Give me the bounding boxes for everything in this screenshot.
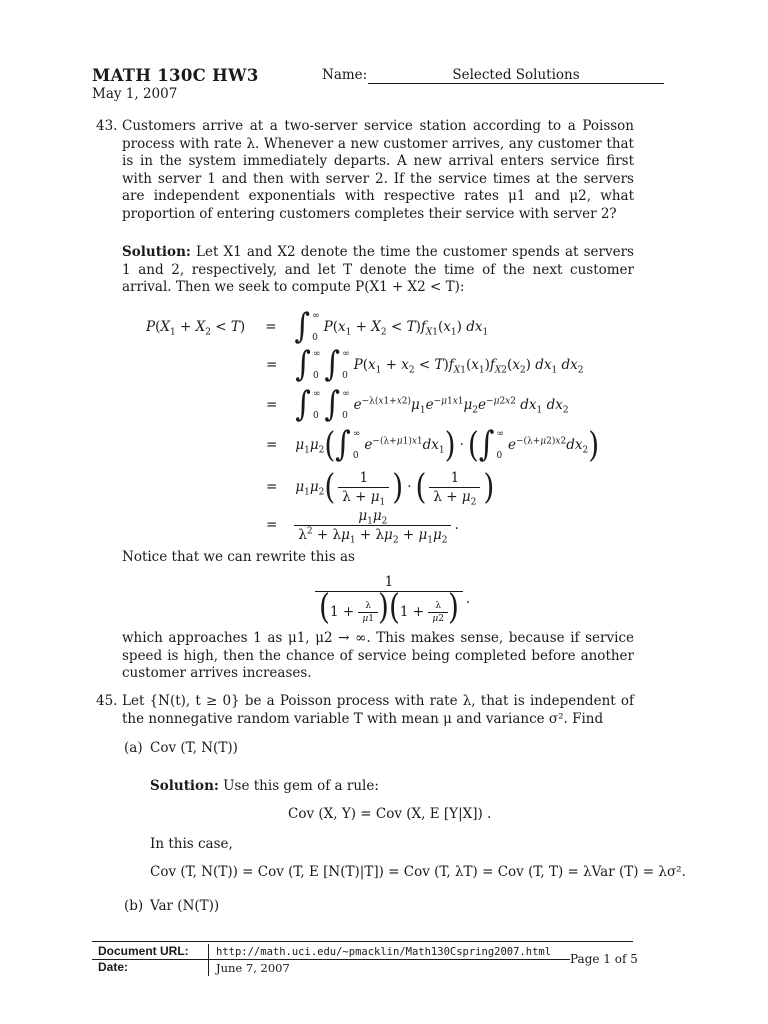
footer-divider (208, 944, 209, 976)
footer-page: Page 1 of 5 (570, 952, 638, 966)
equation-line-2: = ∫ ∞ 0 ∫ ∞ 0 $P(x_1 + x_2 < T)f_{X1}(x_1)f_{X2}(x_2)$ $dx_1$ $dx_2$ (266, 344, 584, 385)
name-value: Selected Solutions (452, 67, 580, 83)
footer-date-label: Date: (98, 960, 129, 974)
problem-45-statement: Let {N(t), t ≥ 0} be a Poisson process with rate λ, that is independent of the nonnegative random variable T with mean μ and variance σ². Find (122, 693, 634, 727)
part-a-label: (a) (124, 740, 143, 756)
problem-43-number: 43. (96, 118, 118, 134)
equation-line-6: = $\frac{\mu_1\mu_2}{\lambda^2 + \lambda\mu_1 + \lambda\mu_2 + \mu_1\mu_2}$ . (266, 507, 459, 546)
footer-date: June 7, 2007 (216, 961, 290, 975)
in-this-case-text: In this case, (150, 836, 233, 852)
equation-line-5: = $\mu_1\mu_2$ ( $\frac{1}{\lambda + \mu_1}$ ) · ( $\frac{1}{\lambda + \mu_2}$ ) (266, 465, 495, 508)
rule-equation: Cov (X, Y) = Cov (X, E [Y|X]) . (288, 806, 492, 822)
conclusion-text: which approaches 1 as μ1, μ2 → ∞. This makes sense, because if service speed is high, then the chance of service being completed before another customer arrives increases. (122, 630, 634, 682)
footer-url[interactable]: http://math.uci.edu/~pmacklin/Math130Cspring2007.html (216, 946, 552, 958)
equation-rewrite: 1 (1 + $\frac{\lambda}{\mu 1}$ )(1 + $\frac{\lambda}{\mu 2}$ ) . (312, 574, 470, 624)
part-b-label: (b) (124, 898, 144, 914)
result-equation: Cov (T, N(T)) = Cov (T, E [N(T)|T]) = Cov (T, λT) = Cov (T, T) = λVar (T) = λσ². (150, 864, 686, 880)
solution-label: Solution: (122, 244, 191, 260)
solution-text-45: Use this gem of a rule: (223, 778, 379, 794)
name-label: Name: (322, 67, 368, 83)
notice-text: Notice that we can rewrite this as (122, 549, 355, 565)
problem-45-number: 45. (96, 693, 118, 709)
course-title: MATH 130C HW3 (92, 66, 259, 85)
equation-line-3: = ∫ ∞ 0 ∫ ∞ 0 $e^{-\lambda(x1+x2)}\mu_1e^{-\mu 1x1}\mu_2e^{-\mu 2x2}$ $dx_1$ $dx_2$ (266, 384, 569, 425)
solution-text: Let X1 and X2 denote the time the customer spends at servers 1 and 2, respectively, and let T denote the time of the next customer arrival. Then we seek to compute P(X1 + X2 < T): (122, 244, 634, 296)
footer-mid-rule (92, 959, 570, 960)
part-b-text: Var (N(T)) (150, 898, 220, 914)
problem-45-solution (150, 778, 379, 794)
equation-line-4: = $\mu_1\mu_2$ ( ∫ ∞ 0 $e^{-(\lambda+\mu 1)x1}dx_1$ ) · ( ∫ ∞ 0 $e^{-(\lambda+\mu 2)x2}dx_2$ ) (266, 423, 600, 465)
problem-43-solution (122, 244, 634, 297)
footer-rule (92, 941, 633, 942)
name-underline (368, 83, 664, 84)
equation-line-1: $P(X_1 + X_2 < T)$ = ∫ ∞ 0 $P(x_1 + X_2 < T)f_{X1}(x_1)$ $dx_1$ (146, 306, 489, 347)
solution-label-45: Solution: (150, 778, 219, 794)
part-a-text: Cov (T, N(T)) (150, 740, 238, 756)
date: May 1, 2007 (92, 86, 178, 102)
footer-url-label: Document URL: (98, 944, 189, 958)
problem-43-statement: Customers arrive at a two-server service station according to a Poisson process with rate λ. Whenever a new customer arrives, any customer that is in the system immediately departs. A new arrival enters service first with server 1 and then with server 2. If the service times at the servers are independent exponentials with respective rates μ1 and μ2, what proportion of entering customers completes their service with server 2? (122, 118, 634, 222)
